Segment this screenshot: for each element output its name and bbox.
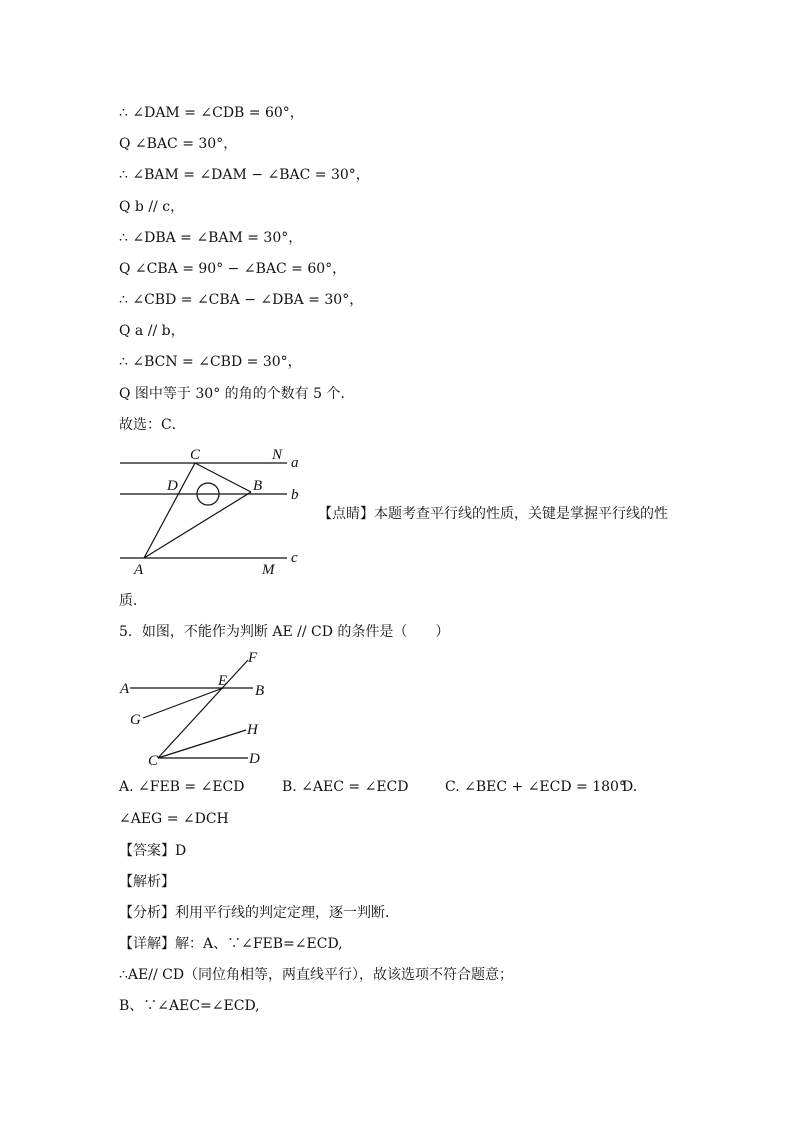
proof-line-4: Q b // c，: [119, 199, 185, 215]
label-a: a: [291, 455, 299, 471]
label-D: D: [167, 478, 178, 494]
choice-d-text: ∠AEG = ∠DCH: [119, 811, 229, 827]
detail-line-2: ∴AE// CD（同位角相等，两直线平行），故该选项不符合题意；: [119, 967, 514, 983]
proof-line-9: ∴ ∠BCN = ∠CBD = 30°，: [119, 354, 302, 370]
proof-line-10: Q 图中等于 30° 的角的个数有 5 个．: [119, 386, 355, 402]
choice-b: B. ∠AEC = ∠ECD: [282, 779, 409, 795]
analysis-heading: 【解析】: [119, 874, 175, 890]
proof-line-5: ∴ ∠DBA = ∠BAM = 30°，: [119, 230, 303, 246]
choice-c: C. ∠BEC + ∠ECD = 180°: [445, 779, 626, 795]
proof-line-2: Q ∠BAC = 30°，: [119, 136, 238, 152]
analysis-summary: 【分析】利用平行线的判定定理，逐一判断．: [119, 905, 399, 921]
proof-line-8: Q a // b，: [119, 323, 185, 339]
segment-CB: [195, 463, 251, 492]
label-F: F: [248, 650, 258, 666]
question-5: 5．如图，不能作为判断 AE // CD 的条件是（ ）: [119, 624, 450, 640]
proof-line-11: 故选：C．: [119, 417, 186, 433]
label-C: C: [190, 447, 201, 463]
figure-parallel-lines-triangle: [115, 440, 315, 580]
label-C: C: [148, 753, 159, 769]
proof-line-3: ∴ ∠BAM = ∠DAM − ∠BAC = 30°，: [119, 167, 370, 183]
label-b: b: [291, 487, 299, 503]
label-E: E: [218, 673, 228, 689]
label-H: H: [247, 722, 258, 738]
choice-a: A. ∠FEB = ∠ECD: [119, 779, 245, 795]
detail-line-1: 【详解】解：A、∵∠FEB=∠ECD,: [119, 936, 343, 952]
label-A: A: [120, 681, 130, 697]
segment-BA: [144, 492, 251, 558]
detail-line-3: B、∵∠AEC=∠ECD,: [119, 998, 260, 1014]
choice-d-letter: D.: [622, 779, 638, 795]
label-D: D: [249, 751, 260, 767]
proof-line-7: ∴ ∠CBD = ∠CBA − ∠DBA = 30°，: [119, 292, 364, 308]
proof-line-1: ∴ ∠DAM = ∠CDB = 60°，: [119, 105, 304, 121]
ray-EG: [143, 688, 223, 718]
label-N: N: [272, 447, 283, 463]
label-c: c: [291, 550, 298, 566]
label-M: M: [262, 562, 275, 578]
label-A: A: [134, 562, 144, 578]
figure-ae-cd: [115, 648, 275, 773]
answer: 【答案】D: [119, 843, 187, 859]
label-B: B: [255, 683, 265, 699]
label-B: B: [253, 478, 263, 494]
tip-text: 【点睛】本题考查平行线的性质，关键是掌握平行线的性: [318, 506, 668, 522]
label-G: G: [130, 712, 141, 728]
tip-continuation: 质．: [119, 593, 147, 609]
proof-line-6: Q ∠CBA = 90° − ∠BAC = 60°，: [119, 261, 347, 277]
